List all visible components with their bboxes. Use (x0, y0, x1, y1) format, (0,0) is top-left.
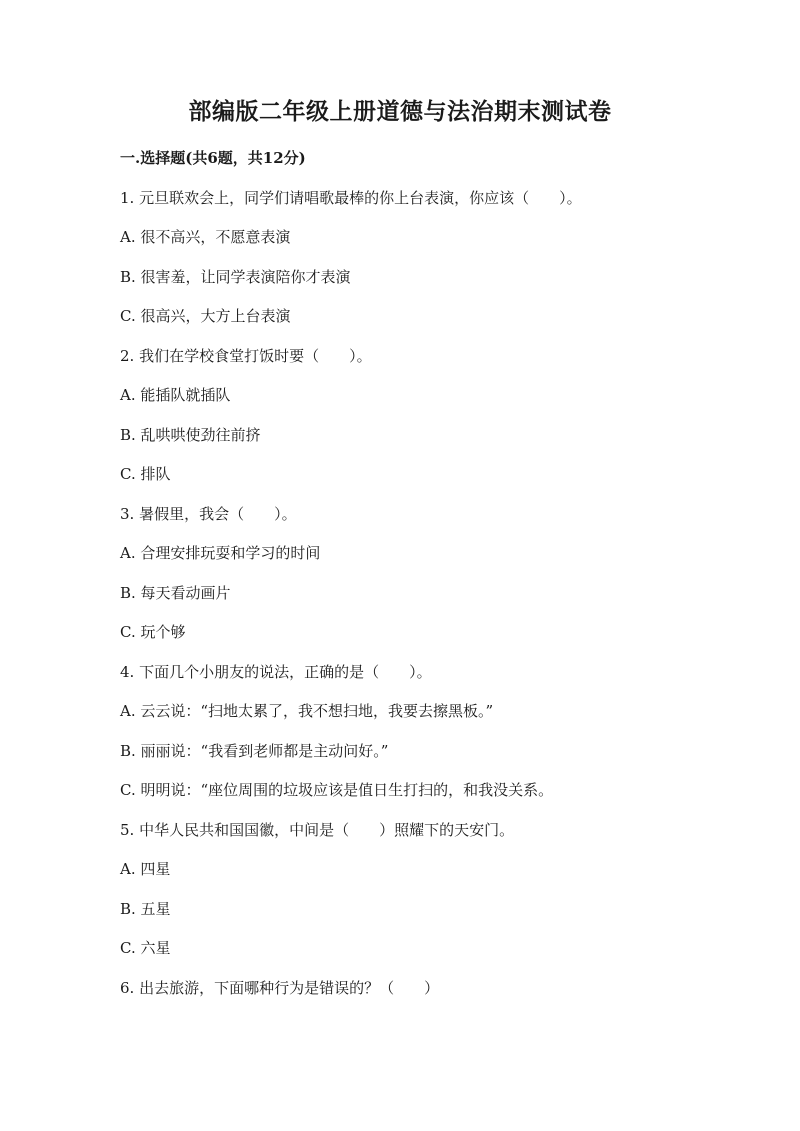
question-1-stem: 1. 元旦联欢会上，同学们请唱歌最棒的你上台表演，你应该（ ）。 (120, 189, 582, 207)
page-title: 部编版二年级上册道德与法治期末测试卷 (188, 98, 612, 125)
question-5-option-c: C. 六星 (120, 939, 171, 957)
question-3-option-a: A. 合理安排玩耍和学习的时间 (120, 544, 321, 562)
question-5-option-b: B. 五星 (120, 900, 171, 918)
question-2-option-b: B. 乱哄哄使劲往前挤 (120, 426, 261, 444)
question-3-option-b: B. 每天看动画片 (120, 584, 231, 602)
question-1-option-b: B. 很害羞，让同学表演陪你才表演 (120, 268, 351, 286)
question-4-option-b: B. 丽丽说：“我看到老师都是主动问好。” (120, 742, 389, 760)
section-heading: 一.选择题(共6题，共12分) (120, 149, 306, 167)
question-6-stem: 6. 出去旅游，下面哪种行为是错误的？（ ） (120, 979, 440, 997)
question-2-option-c: C. 排队 (120, 465, 171, 483)
question-4-stem: 4. 下面几个小朋友的说法，正确的是（ ）。 (120, 663, 432, 681)
question-2-stem: 2. 我们在学校食堂打饭时要（ ）。 (120, 347, 372, 365)
question-4-option-c: C. 明明说：“座位周围的垃圾应该是值日生打扫的，和我没关系。 (120, 781, 554, 799)
question-5-stem: 5. 中华人民共和国国徽，中间是（ ）照耀下的天安门。 (120, 821, 515, 839)
question-1-option-a: A. 很不高兴，不愿意表演 (120, 228, 291, 246)
question-3-stem: 3. 暑假里，我会（ ）。 (120, 505, 297, 523)
question-3-option-c: C. 玩个够 (120, 623, 186, 641)
question-4-option-a: A. 云云说：“扫地太累了，我不想扫地，我要去擦黑板。” (120, 702, 494, 720)
question-1-option-c: C. 很高兴，大方上台表演 (120, 307, 291, 325)
question-5-option-a: A. 四星 (120, 860, 171, 878)
question-2-option-a: A. 能插队就插队 (120, 386, 231, 404)
